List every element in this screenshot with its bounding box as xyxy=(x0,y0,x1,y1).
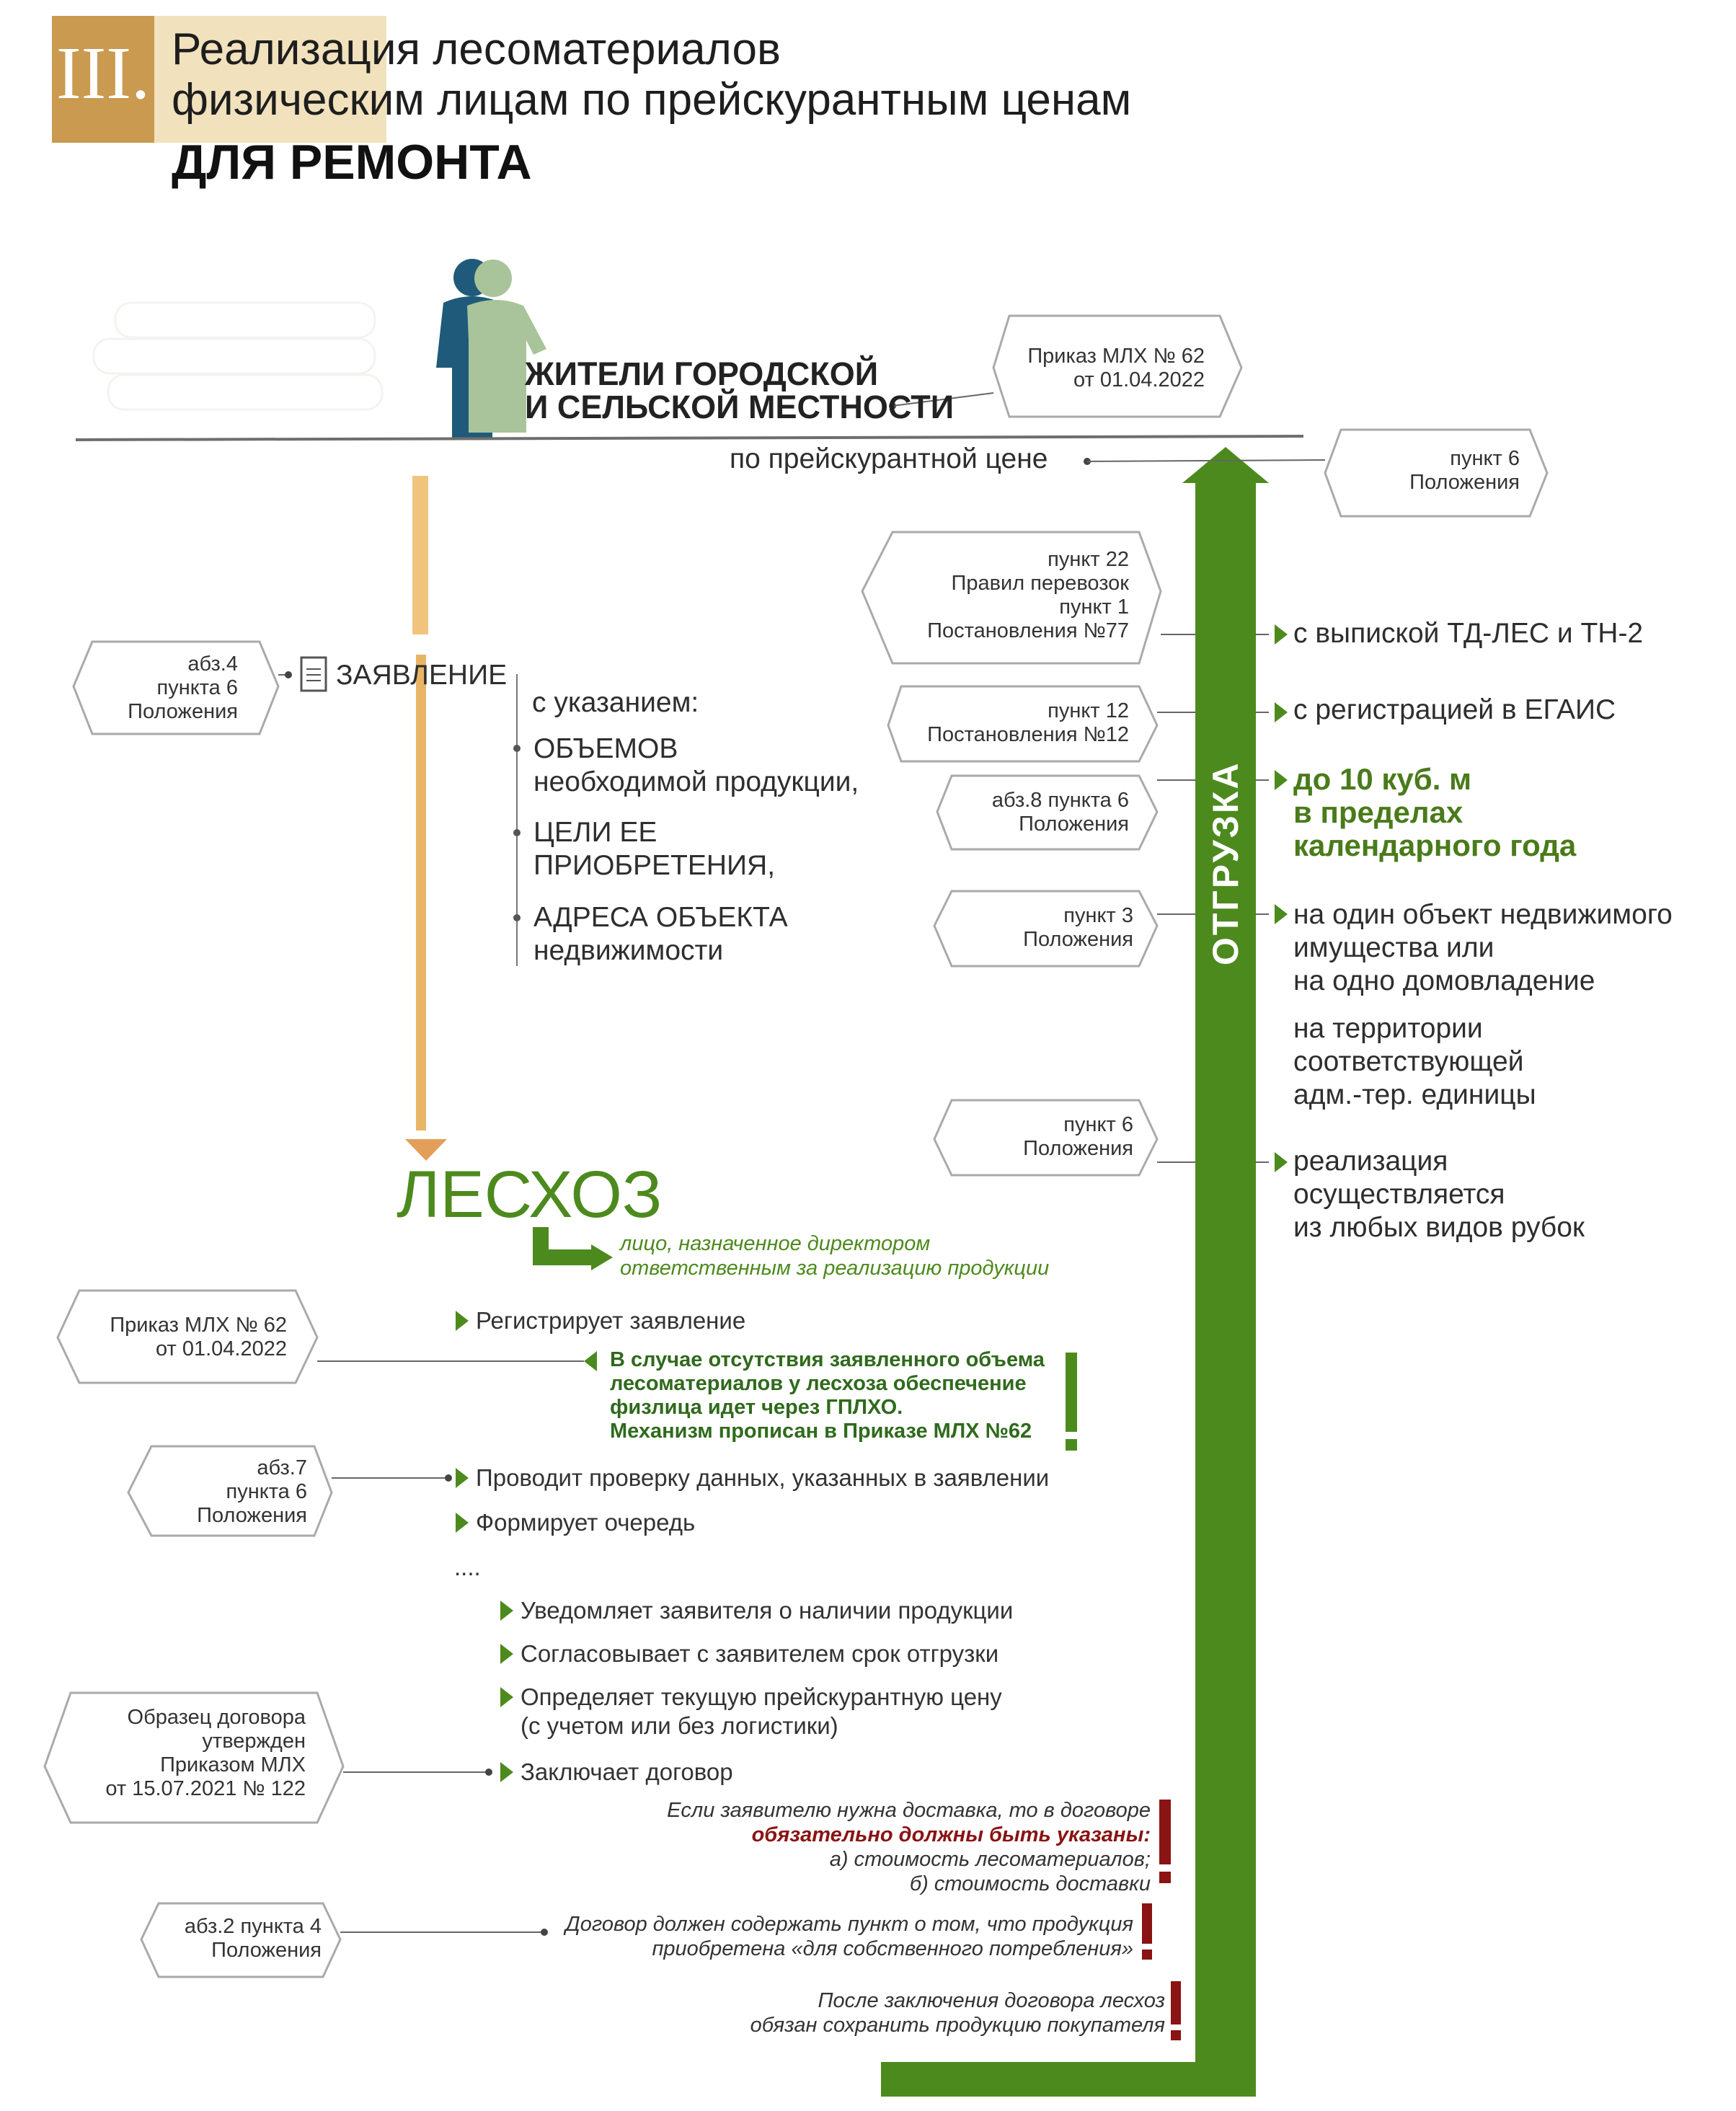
ref-punkt3: пункт 3 Положения xyxy=(1023,904,1133,951)
step-register: Регистрирует заявление xyxy=(476,1307,746,1334)
residents-line-2: И СЕЛЬСКОЙ МЕСТНОСТИ xyxy=(525,389,955,425)
note-absent-volume: В случае отсутствия заявленного объема лесоматериалов у лесхоза обеспечение физлица идет через ГПЛХО. Механизм прописан в Приказе МЛХ №62 xyxy=(610,1348,1045,1443)
step-ellipsis: .... xyxy=(454,1554,481,1580)
step-queue: Формирует очередь xyxy=(476,1509,696,1536)
top-divider xyxy=(76,436,1303,440)
shipment-territory: на территории соответствующей адм.-тер. единицы xyxy=(1293,1013,1536,1110)
step-contract: Заключает договор xyxy=(521,1758,733,1785)
ref-abz7: абз.7 пункта 6 Положения xyxy=(197,1456,307,1527)
leskhoz-responsible-person: лицо, назначенное директором ответственным за реализацию продукции xyxy=(620,1232,1050,1280)
document-icon xyxy=(301,658,326,691)
note-own-consumption: Договор должен содержать пункт о том, что продукция приобретена «для собственного потребления» xyxy=(565,1913,1133,1960)
ref-obrazec: Образец договора утвержден Приказом МЛХ от 15.07.2021 № 122 xyxy=(105,1706,306,1800)
shipment-egais: с регистрацией в ЕГАИС xyxy=(1293,694,1616,725)
ref-punkt6-top: пункт 6 Положения xyxy=(1409,447,1520,494)
ref-punkt22: пункт 22 Правил перевозок пункт 1 Постановления №77 xyxy=(927,548,1129,642)
ref-prikaz-top: Приказ МЛХ № 62 от 01.04.2022 xyxy=(1027,345,1205,391)
shipment-bullets xyxy=(1275,624,1288,1172)
application-item-purpose: ЦЕЛИ ЕЕ ПРИОБРЕТЕНИЯ, xyxy=(533,817,776,881)
orange-down-arrow xyxy=(405,476,447,1161)
note-keep-product: После заключения договора лесхоз обязан сохранить продукцию покупателя xyxy=(750,1989,1165,2037)
shipment-any-cuts: реализация осуществляется из любых видов рубок xyxy=(1293,1146,1585,1243)
leskhoz-title: ЛЕСХОЗ xyxy=(397,1158,663,1231)
leskhoz-elbow-arrow xyxy=(541,1227,613,1270)
ref-punkt6-mid: пункт 6 Положения xyxy=(1023,1113,1133,1160)
step-agree-date: Согласовывает с заявителем срок отгрузки xyxy=(521,1640,999,1667)
shipment-one-object: на один объект недвижимого имущества или на одно домовладение xyxy=(1293,899,1673,996)
shipment-td-les: с выпиской ТД-ЛЕС и ТН-2 xyxy=(1293,618,1644,649)
page-title-line-2: физическим лицам по прейскурантным ценам xyxy=(172,75,1132,125)
residents-line-1: ЖИТЕЛИ ГОРОДСКОЙ xyxy=(525,355,879,392)
page-title-line-3: ДЛЯ РЕМОНТА xyxy=(172,135,532,190)
ref-abz2: абз.2 пункта 4 Положения xyxy=(184,1915,322,1962)
ref-punkt12: пункт 12 Постановления №12 xyxy=(927,699,1129,746)
application-intro: с указанием: xyxy=(532,687,699,718)
price-label: по прейскурантной цене xyxy=(730,443,1048,474)
shipment-label: ОТГРУЗКА xyxy=(1205,761,1246,965)
log-pile-graphic xyxy=(94,303,382,410)
section-number-badge: III. xyxy=(52,16,154,143)
application-item-volumes: ОБЪЕМОВ необходимой продукции, xyxy=(533,733,859,797)
application-item-address: АДРЕСА ОБЪЕКТА недвижимости xyxy=(533,902,788,966)
ref-abz4: абз.4 пункта 6 Положения xyxy=(128,652,238,723)
step-check-data: Проводит проверку данных, указанных в заявлении xyxy=(476,1464,1050,1491)
step-price: Определяет текущую прейскурантную цену (с учетом или без логистики) xyxy=(521,1683,1002,1739)
step-notify: Уведомляет заявителя о наличии продукции xyxy=(521,1597,1014,1624)
application-label: ЗАЯВЛЕНИЕ xyxy=(336,660,508,691)
ref-prikaz-mid: Приказ МЛХ № 62 от 01.04.2022 xyxy=(110,1314,287,1360)
page-title-line-1: Реализация лесоматериалов xyxy=(172,25,781,74)
ref-abz8: абз.8 пункта 6 Положения xyxy=(991,789,1129,836)
shipment-volume-limit: до 10 куб. м в пределах календарного года xyxy=(1293,762,1577,862)
note-delivery: Если заявителю нужна доставка, то в договоре обязательно должны быть указаны: а) стоимость лесоматериалов; б) стоимость доставки xyxy=(667,1799,1151,1895)
